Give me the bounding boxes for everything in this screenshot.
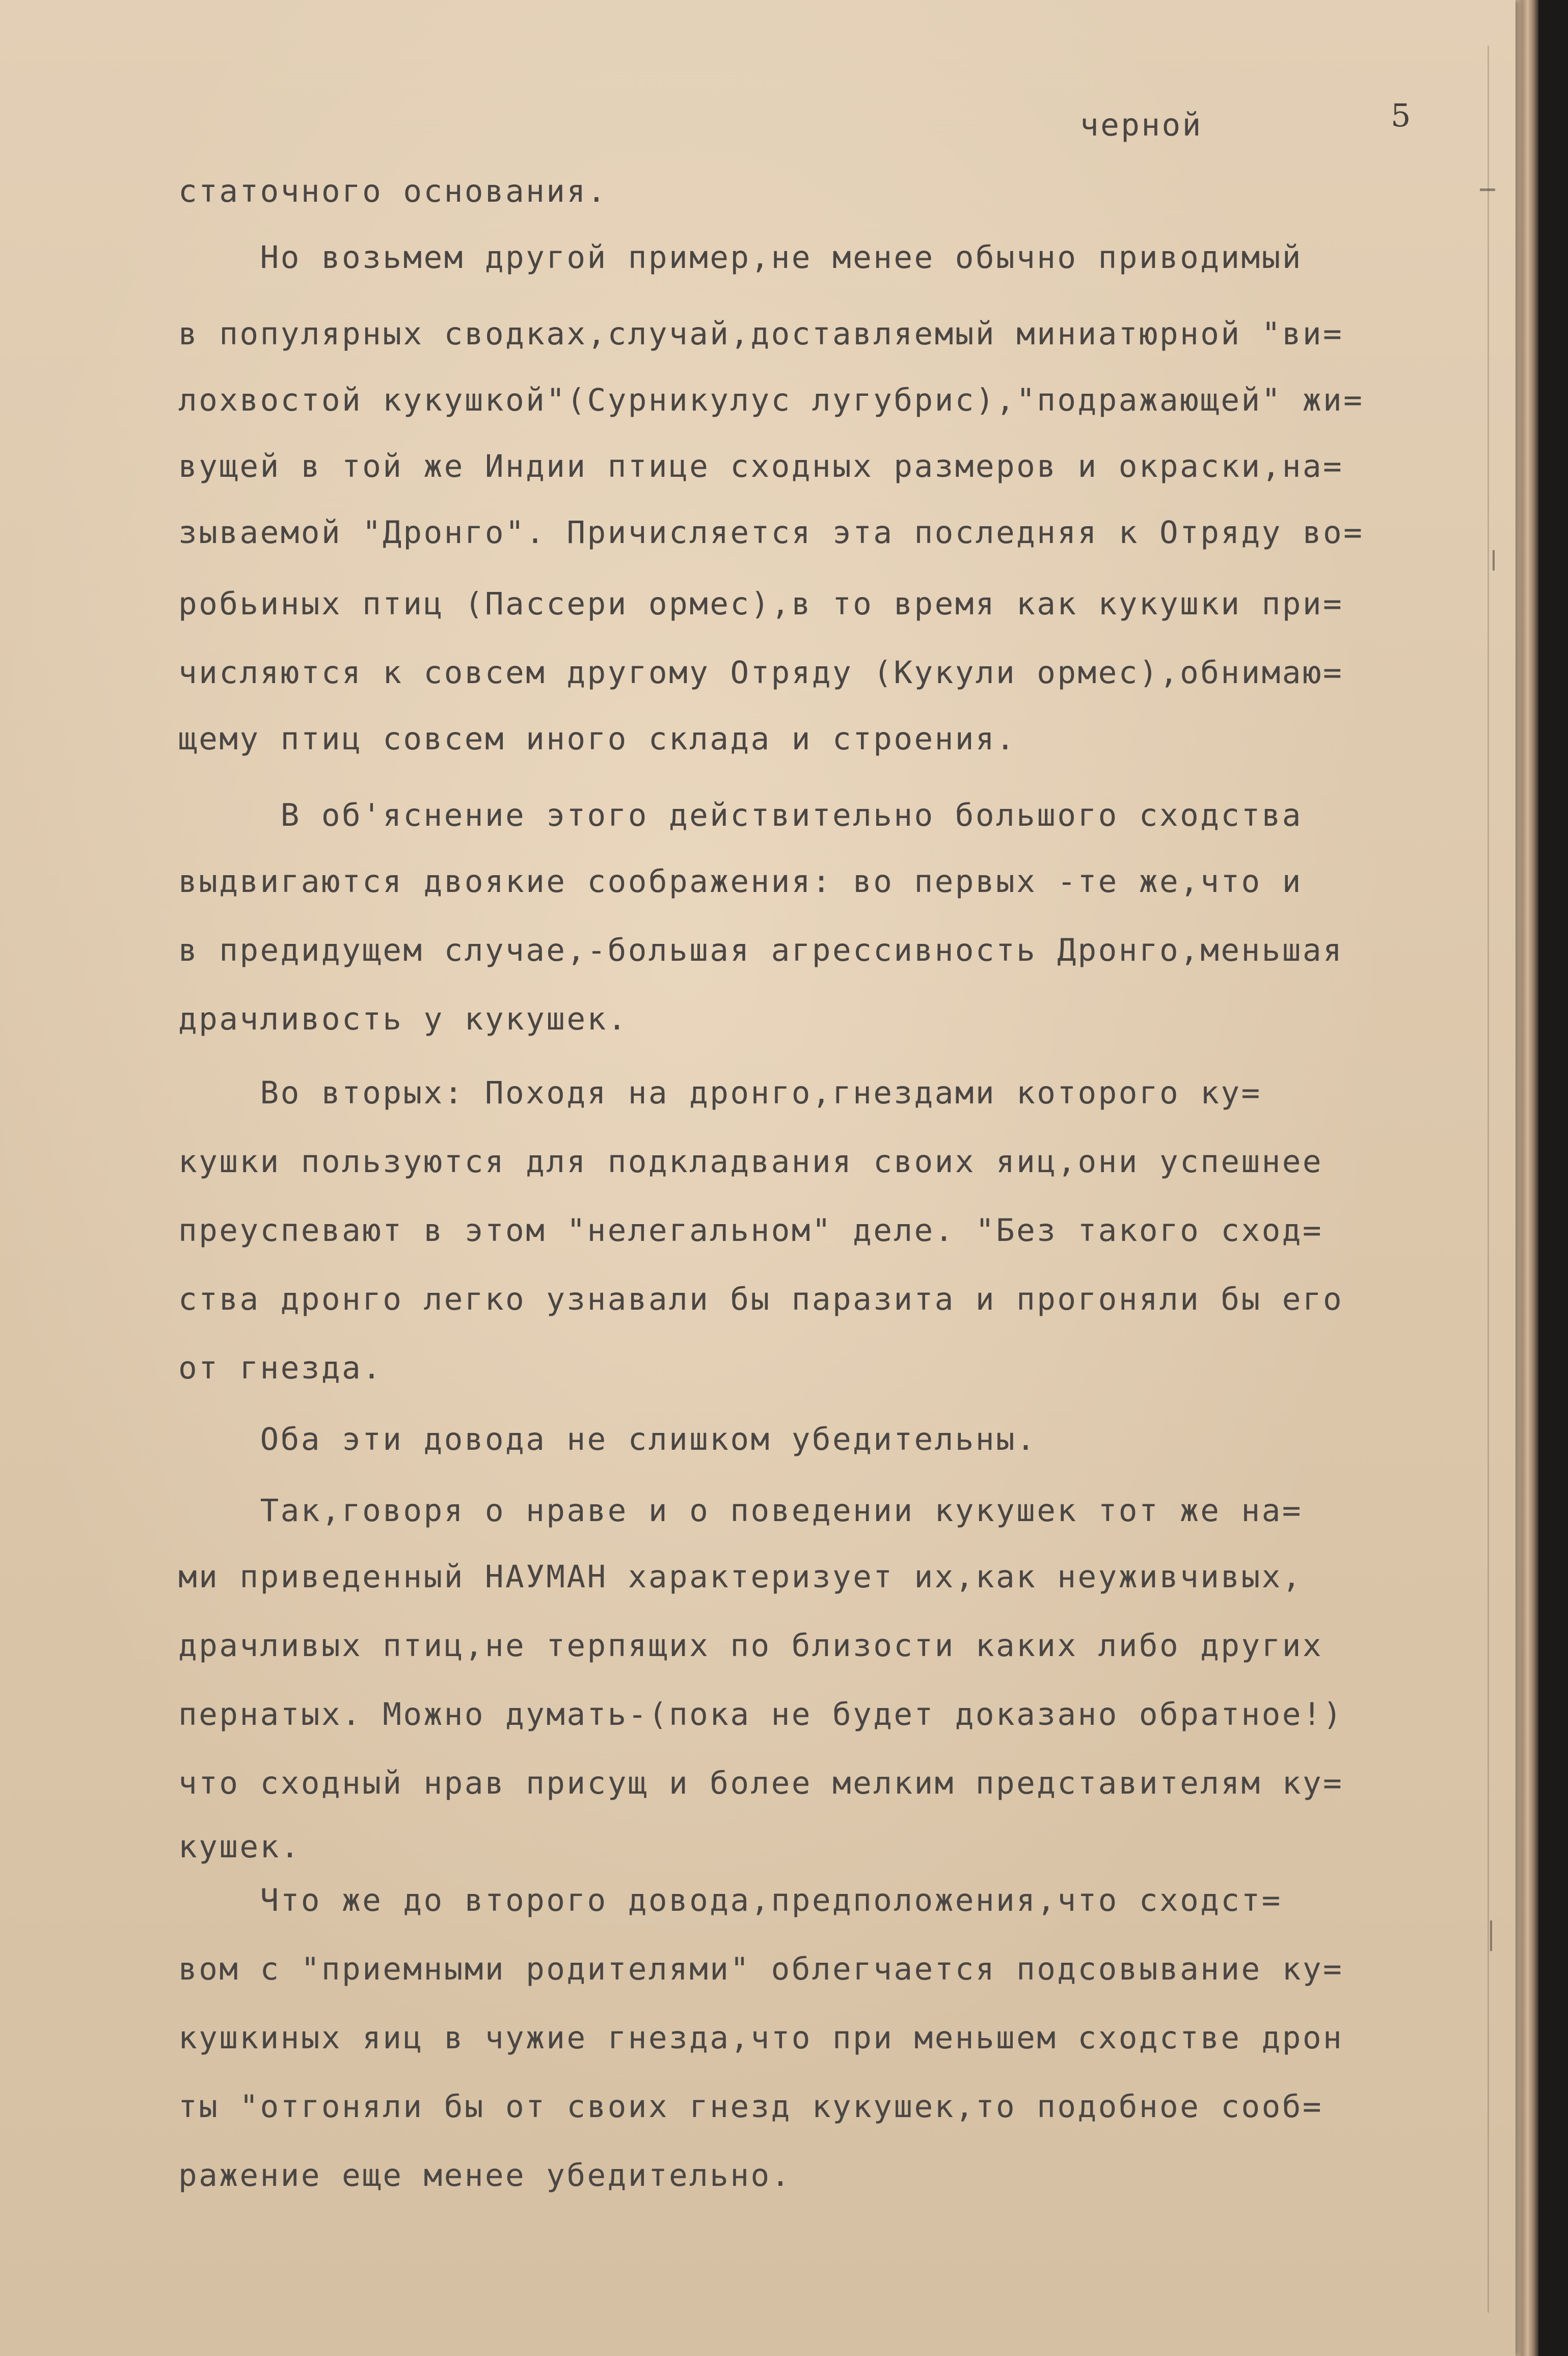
text-line: пернатых. Можно думать-(пока не будет доказано обратное!) <box>178 1696 1344 1732</box>
text-line: Оба эти довода не слишком убедительны. <box>178 1421 1037 1457</box>
text-line: драчливость у кукушек. <box>178 1001 628 1037</box>
text-line: ми приведенный НАУМАН характеризует их,как неуживчивых, <box>178 1559 1303 1595</box>
handwritten-insertion: черной <box>1080 107 1203 143</box>
text-line: кушкиных яиц в чужие гнезда,что при меньшем сходстве дрон <box>178 2020 1344 2056</box>
text-line: что сходный нрав присущ и более мелким представителям ку= <box>178 1765 1344 1801</box>
text-line: выдвигаются двоякие соображения: во первых -те же,что и <box>178 863 1303 900</box>
text-line: лохвостой кукушкой"(Сурникулус лугубрис),"подражающей" жи= <box>178 382 1364 418</box>
text-line: числяются к совсем другому Отряду (Кукули ормес),обнимаю= <box>178 655 1344 691</box>
text-line: ты "отгоняли бы от своих гнезд кукушек,то подобное сооб= <box>178 2089 1323 2125</box>
margin-mark <box>1493 550 1495 571</box>
text-line: Во вторых: Походя на дронго,гнездами которого ку= <box>178 1075 1262 1111</box>
text-line: вущей в той же Индии птице сходных размеров и окраски,на= <box>178 448 1344 484</box>
text-line: статочного основания. <box>178 173 608 209</box>
page-fold-line <box>1488 46 1489 2313</box>
text-line: В об'яснение этого действительно большого сходства <box>178 797 1303 833</box>
text-line: Но возьмем другой пример,не менее обычно приводимый <box>178 239 1303 276</box>
page-number: 5 <box>1391 97 1411 134</box>
text-line: кушек. <box>178 1829 301 1865</box>
text-line: в предидущем случае,-большая агрессивность Дронго,меньшая <box>178 932 1344 968</box>
text-line: зываемой "Дронго". Причисляется эта последняя к Отряду во= <box>178 514 1364 551</box>
text-line: кушки пользуются для подкладвания своих яиц,они успешнее <box>178 1144 1323 1180</box>
text-line: драчливых птиц,не терпящих по близости каких либо других <box>178 1628 1323 1664</box>
margin-mark <box>1490 1920 1492 1951</box>
text-line: робьиных птиц (Пассери ормес),в то время как кукушки при= <box>178 586 1344 622</box>
text-line: Что же до второго довода,предположения,что сходст= <box>178 1882 1282 1918</box>
text-line: Так,говоря о нраве и о поведении кукушек тот же на= <box>178 1493 1303 1529</box>
text-line: щему птиц совсем иного склада и строения. <box>178 721 1017 757</box>
text-line: от гнезда. <box>178 1350 383 1386</box>
margin-mark <box>1480 188 1495 191</box>
text-line: в популярных сводках,случай,доставляемый миниатюрной "ви= <box>178 316 1344 352</box>
text-line: ства дронго легко узнавали бы паразита и прогоняли бы его <box>178 1281 1344 1317</box>
text-line: преуспевают в этом "нелегальном" деле. "Без такого сход= <box>178 1212 1323 1249</box>
text-line: вом с "приемными родителями" облегчается подсовывание ку= <box>178 1951 1344 1987</box>
text-line: ражение еще менее убедительно. <box>178 2157 792 2193</box>
